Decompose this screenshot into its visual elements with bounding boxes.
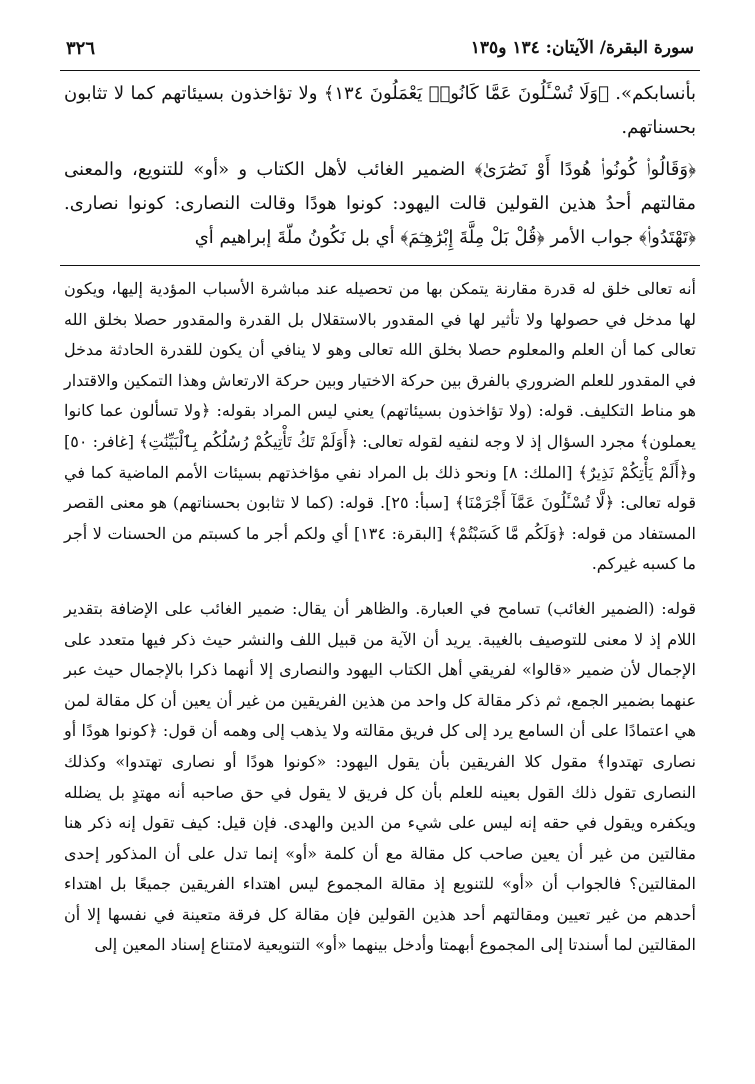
footnote-divider bbox=[60, 265, 700, 266]
main-paragraph: ﴿وَقَالُوا۟ كُونُوا۟ هُودًا أَوْ نَصَٰرَىٰ﴾ الضمير الغائب لأهل الكتاب و «أو» للتنويع، والمعنى مقالتهم أحدُ هذين القولين قالت اليهود: كونوا هودًا وقالت النصارى: كونوا نصارى. ﴿تَهْتَدُوا۟﴾ جواب الأمر ﴿قُلْ بَلْ مِلَّةَ إِبْرَٰهِـۧمَ﴾ أي بل نَكُونُ ملّةَ إبراهيم أي bbox=[64, 159, 696, 248]
commentary-paragraph: قوله: (الضمير الغائب) تسامح في العبارة. والظاهر أن يقال: ضمير الغائب على الإضافة بتقدير اللام إذ لا معنى للتوصيف بالغيبة. يريد أن الآية من قبيل اللف والنشر حيث ذكر فيها متعدد على الإجمال لأن ضمير «قالوا» لفريقي أهل الكتاب اليهود والنصارى إلا أنهما ذكرا بالإجمال حيث عبر عنهما بضمير الجمع، ثم ذكر مقالة كل واحد من هذين الفريقين من غير أن يعين أن كل مقالة لمن هي اعتمادًا على أن السامع يرد إلى كل فريق مقالته ولا يذهب إلى وهمه أن قول: ﴿كونوا هودًا أو نصارى تهتدوا﴾ مقول كلا الفريقين بأن يقول اليهود: «كونوا هودًا أو نصارى تهتدوا» وكذلك النصارى تقول ذلك القول بعينه للعلم بأن كل فريق لا يقول في حق صاحبه أنه مهتدٍ بل يضلله ويكفره ويقول في حقه إنه ليس على شيء من الدين والهدى. فإن قيل: كيف تقول إنه ذكر هنا مقالتين من غير أن يعين صاحب كل مقالة مع أن كلمة «أو» إنما تدل على أن المذكور إحدى المقالتين؟ فالجواب أن «أو» للتنويع إذ مقالة المجموع ليس اهتداء الفريقين جميعًا بل اهتداء أحدهم من غير تعيين ومقالتهم أحد هذين القولين فإن مقالة كل فرقة متعينة في نفسها إلا أن المقالتين لما أسندتا إلى المجموع أبهمتا وأدخل بينهما «أو» التنويعية لامتناع إسناد المعين إلى bbox=[64, 598, 697, 955]
main-text bbox=[60, 71, 700, 255]
page-number: ٣٢٦ bbox=[66, 38, 96, 59]
commentary-text bbox=[60, 274, 700, 961]
book-page bbox=[60, 30, 700, 1070]
page-header bbox=[60, 30, 700, 71]
commentary-paragraph: أنه تعالى خلق له قدرة مقارنة يتمكن بها من تحصيله عند مباشرة الأسباب المؤدية إليها، ويكون لها مدخل في حصولها ولا تأثير لها في المقدور بالاستقلال بل القدرة والمقدور حصلا بخلق الله تعالى كما أن العلم والمعلوم حصلا بخلق الله تعالى وهو لا ينافي أن يكون للقدرة الحادثة مدخل في المقدور للعلم الضروري بالفرق بين حركة الاختيار وبين حركة الارتعاش وهذا التمكين والاقتدار هو مناط التكليف. قوله: (ولا تؤاخذون بسيئاتهم) يعني ليس المراد بقوله: ﴿ولا تسألون عما كانوا يعملون﴾ مجرد السؤال إذ لا وجه لنفيه لقوله تعالى: ﴿أَوَلَمْ تَكُ تَأْتِيكُمْ رُسُلُكُم بِٱلْبَيِّنَٰتِ﴾ [غافر: ٥٠] و﴿أَلَمْ يَأْتِكُمْ نَذِيرٌ﴾ [الملك: ٨] ونحو ذلك بل المراد نفي مؤاخذتهم بسيئات الأمم الماضية كما في قوله تعالى: ﴿لَّا تُسْـَٔلُونَ عَمَّآ أَجْرَمْنَا﴾ [سبأ: ٢٥]. قوله: (كما لا تثابون بحسناتهم) هو معنى القصر المستفاد من قوله: ﴿وَلَكُم مَّا كَسَبْتُمْ﴾ [البقرة: ١٣٤] أي ولكم أجر ما كسبتم من الحسنات لا أجر ما كسبه غيركم. bbox=[64, 279, 697, 574]
main-paragraph: بأنسابكم». ﴿وَلَا تُسْـَٔلُونَ عَمَّا كَانُوا۟ يَعْمَلُونَ ١٣٤﴾ ولا تؤاخذون بسيئاتهم كما لا تثابون بحسناتهم. bbox=[64, 83, 697, 138]
running-title: سورة البقرة/ الآيتان: ١٣٤ و١٣٥ bbox=[470, 38, 694, 58]
